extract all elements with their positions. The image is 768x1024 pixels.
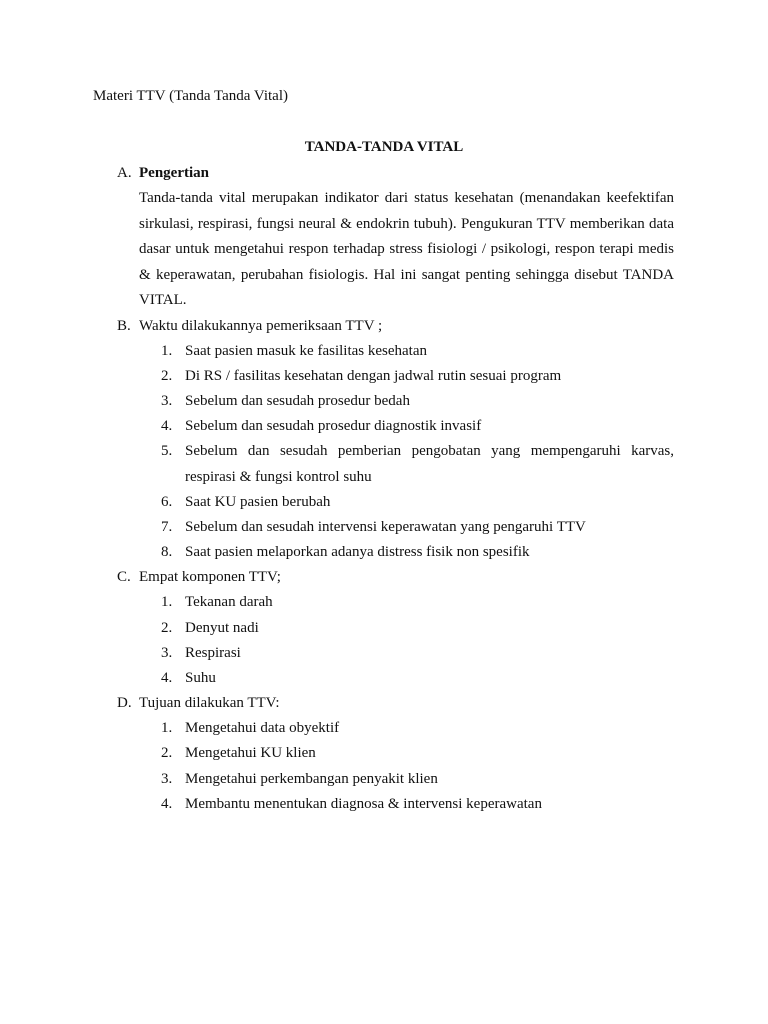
document-header: Materi TTV (Tanda Tanda Vital) [93,88,288,104]
list-item-text: Saat KU pasien berubah [185,493,331,510]
list-item-text: Sebelum dan sesudah prosedur bedah [185,392,410,409]
section-heading: Waktu dilakukannya pemeriksaan TTV ; [139,317,383,334]
list-item-number: 2. [161,367,173,384]
list-item [161,364,674,389]
section-paragraph: Tanda-tanda vital merupakan indikator dari status kesehatan (menandakan keefektifan sirkulasi, respirasi, fungsi neural & endokrin tubuh). Pengukuran TTV memberikan data dasar untuk mengetahui respon terhadap stress fisiologi / psikologi, respon terapi medis & keperawatan, perubahan fisiologis. Hal ini sangat penting sehingga disebut TANDA VITAL. [139,190,674,308]
list-item-text: Denyut nadi [185,619,259,636]
list-item [161,666,674,691]
list-item-number: 2. [161,619,173,636]
section-heading: Pengertian [139,165,209,181]
list-item [161,515,674,540]
list-item-number: 4. [161,795,173,812]
list-item-text: Sebelum dan sesudah prosedur diagnostik invasif [185,418,482,435]
section-heading: Tujuan dilakukan TTV: [139,695,280,712]
list-item-text: Sebelum dan sesudah intervensi keperawatan yang pengaruhi TTV [185,518,586,535]
section-heading-row [0,314,768,339]
list-item [161,792,674,817]
section-heading-row [0,691,768,716]
list-item [161,767,674,792]
list-item-number: 2. [161,745,173,762]
list-item-number: 3. [161,770,173,787]
list-item-text: Tekanan darah [185,594,273,611]
section-heading: Empat komponen TTV; [139,569,281,586]
section-waktu-pemeriksaan [0,314,768,566]
list-item [161,389,674,414]
list-item [161,590,674,615]
section-tujuan-ttv [0,691,768,817]
list-item-text: Di RS / fasilitas kesehatan dengan jadwal rutin sesuai program [185,367,562,384]
section-pengertian [0,161,768,314]
section-komponen-ttv [0,565,768,691]
document-title: TANDA-TANDA VITAL [304,139,464,155]
list-item-number: 4. [161,418,173,435]
list-item-number: 7. [161,518,173,535]
list-item-text: Mengetahui KU klien [185,745,316,762]
list-item-text: Saat pasien masuk ke fasilitas kesehatan [185,342,428,359]
list-item [161,439,674,489]
list-item-number: 1. [161,720,173,737]
list-item [161,540,674,565]
list-item-text: Suhu [185,669,216,686]
list-item [161,716,674,741]
list-item-number: 3. [161,644,173,661]
section-letter: A. [117,165,132,181]
list-item [161,616,674,641]
list-item [161,490,674,515]
list-item-text: Mengetahui data obyektif [185,720,340,737]
list-item-number: 1. [161,594,173,611]
list-item-number: 5. [161,443,173,460]
list-item-text: Membantu menentukan diagnosa & intervensi keperawatan [185,795,542,812]
section-letter: D. [117,695,132,712]
section-letter: B. [117,317,131,334]
section-heading-row [0,565,768,590]
section-heading-row [0,161,768,186]
list-item [161,339,674,364]
list-item-text: Sebelum dan sesudah pemberian pengobatan yang mempengaruhi karvas, respirasi & fungsi kontrol suhu [185,443,674,485]
list-item-number: 6. [161,493,173,510]
list-item-text: Mengetahui perkembangan penyakit klien [185,770,438,787]
list-item [161,641,674,666]
list-item [161,741,674,766]
document-body [0,161,768,817]
list-item-text: Saat pasien melaporkan adanya distress fisik non spesifik [185,544,530,561]
list-item-number: 3. [161,392,173,409]
list-item-text: Respirasi [185,644,241,661]
list-item-number: 8. [161,544,173,561]
section-letter: C. [117,569,131,586]
list-item-number: 1. [161,342,173,359]
list-item-number: 4. [161,669,173,686]
list-item [161,414,674,439]
